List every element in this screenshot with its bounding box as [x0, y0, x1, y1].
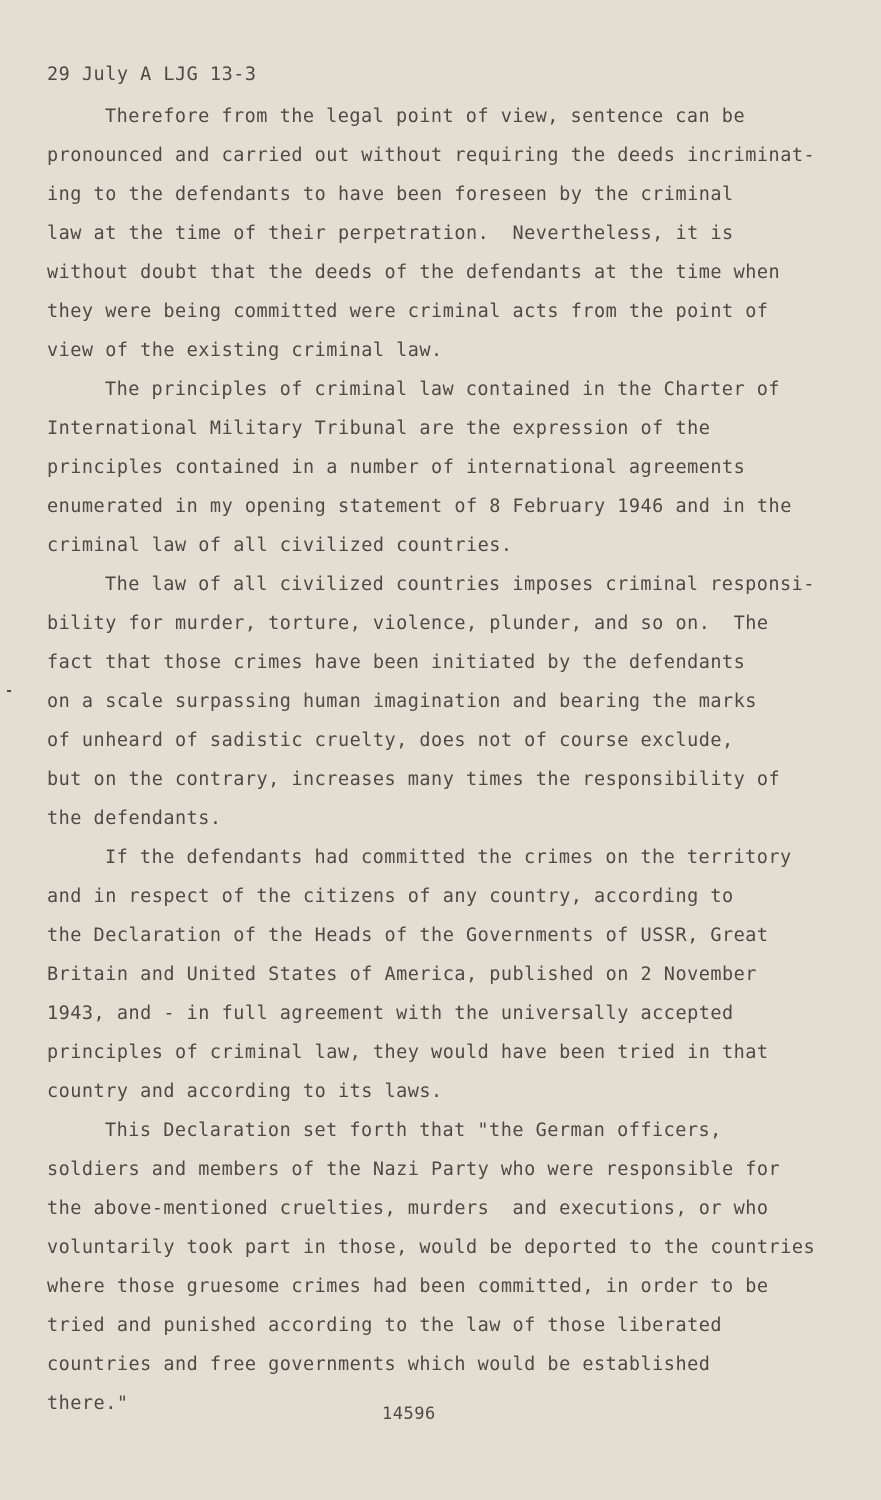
- paragraph: [47, 1111, 847, 1423]
- paragraph: [47, 838, 847, 1111]
- paragraph: [47, 97, 847, 370]
- text-line: 1943, and - in full agreement with the universally accepted: [47, 1003, 734, 1024]
- text-line: on a scale surpassing human imagination and bearing the marks: [47, 691, 757, 712]
- text-line: pronounced and carried out without requiring the deeds incriminat-: [47, 145, 816, 166]
- text-line: there.": [47, 1393, 129, 1414]
- text-line: principles contained in a number of international agreements: [47, 457, 746, 478]
- text-line: If the defendants had committed the crimes on the territory: [105, 847, 792, 868]
- text-line: but on the contrary, increases many times the responsibility of: [47, 769, 781, 790]
- text-line: tried and punished according to the law of those liberated: [47, 1315, 723, 1336]
- text-line: where those gruesome crimes had been committed, in order to be: [47, 1276, 769, 1297]
- text-line: countries and free governments which would be established: [47, 1354, 711, 1375]
- text-line: voluntarily took part in those, would be deported to the countries: [47, 1237, 816, 1258]
- text-line: The law of all civilized countries imposes criminal responsi-: [105, 574, 815, 595]
- text-line: view of the existing criminal law.: [47, 340, 443, 361]
- text-line: fact that those crimes have been initiated by the defendants: [47, 652, 746, 673]
- text-line: Therefore from the legal point of view, sentence can be: [105, 106, 746, 127]
- text-line: they were being committed were criminal acts from the point of: [47, 301, 769, 322]
- text-line: soldiers and members of the Nazi Party who were responsible for: [47, 1159, 781, 1180]
- text-line: the above-mentioned cruelties, murders and executions, or who: [47, 1198, 769, 1219]
- text-line: ing to the defendants to have been foreseen by the criminal: [47, 184, 734, 205]
- text-line: The principles of criminal law contained in the Charter of: [105, 379, 781, 400]
- page-number: 14596: [382, 1404, 436, 1424]
- text-line: enumerated in my opening statement of 8 February 1946 and in the: [47, 496, 792, 517]
- text-line: the Declaration of the Heads of the Governments of USSR, Great: [47, 925, 769, 946]
- text-line: This Declaration set forth that "the German officers,: [105, 1120, 722, 1141]
- document-header: 29 July A LJG 13-3: [47, 64, 257, 85]
- text-line: the defendants.: [47, 808, 222, 829]
- text-line: International Military Tribunal are the expression of the: [47, 418, 711, 439]
- text-line: country and according to its laws.: [47, 1081, 443, 1102]
- text-line: Britain and United States of America, published on 2 November: [47, 964, 757, 985]
- text-line: bility for murder, torture, violence, plunder, and so on. The: [47, 613, 769, 634]
- text-line: of unheard of sadistic cruelty, does not of course exclude,: [47, 730, 734, 751]
- document-body: [47, 97, 847, 1423]
- margin-mark: [7, 690, 11, 692]
- text-line: and in respect of the citizens of any country, according to: [47, 886, 734, 907]
- text-line: principles of criminal law, they would have been tried in that: [47, 1042, 769, 1063]
- text-line: law at the time of their perpetration. Nevertheless, it is: [47, 223, 734, 244]
- text-line: without doubt that the deeds of the defendants at the time when: [47, 262, 781, 283]
- paragraph: [47, 370, 847, 565]
- paragraph: [47, 565, 847, 838]
- text-line: criminal law of all civilized countries.: [47, 535, 513, 556]
